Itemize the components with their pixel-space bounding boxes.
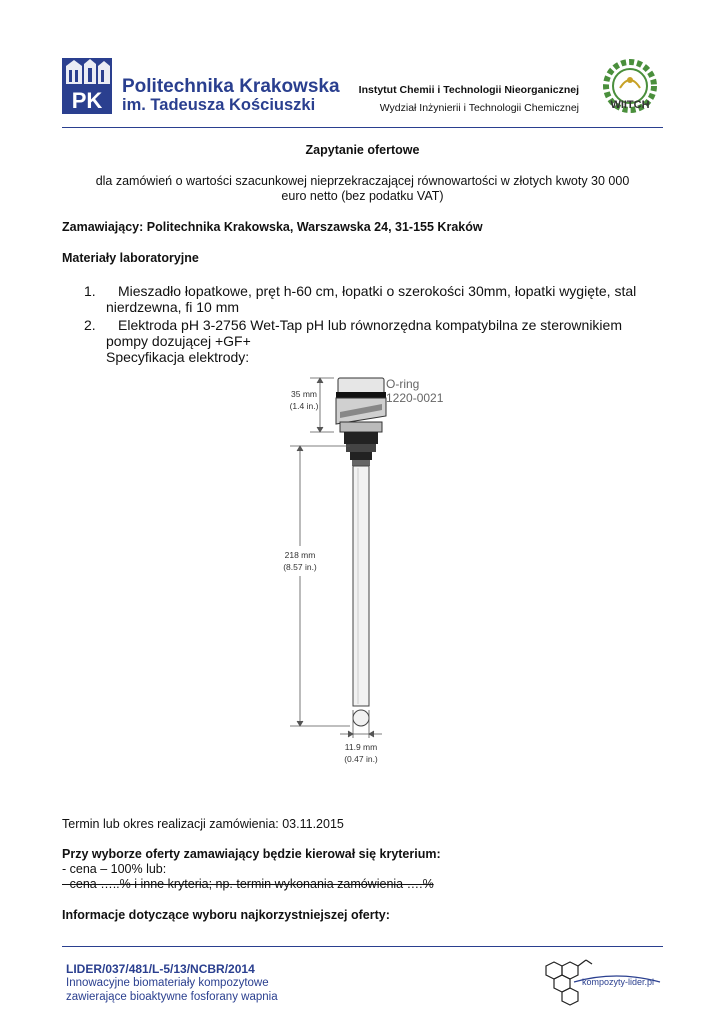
- criteria-option-2: - cena …..% i inne kryteria; np. termin wykonania zamówienia ….%: [62, 877, 434, 891]
- electrode-diagram: [270, 366, 490, 776]
- pk-logo: [62, 58, 112, 114]
- item-2-line-2: pompy dozującej +GF+: [106, 333, 251, 349]
- witch-gear-logo: [598, 58, 662, 118]
- institute-name: Instytut Chemii i Technologii Nieorganicznej: [358, 84, 579, 96]
- intro-line-1: dla zamówień o wartości szacunkowej nieprzekraczającej równowartości w złotych kwoty 30 000: [95, 174, 630, 188]
- university-name: Politechnika Krakowska: [122, 76, 340, 97]
- dim-top-in: (1.4 in.): [289, 401, 319, 411]
- buyer-line: Zamawiający: Politechnika Krakowska, Warszawska 24, 31-155 Kraków: [62, 220, 483, 234]
- oring-label: O-ring: [386, 377, 420, 391]
- criteria-option-1: - cena – 100% lub:: [62, 862, 167, 876]
- pk-logo-text: PK: [71, 88, 103, 113]
- dim-top-mm: 35 mm: [291, 389, 317, 399]
- item-1-line-2: nierdzewna, fi 10 mm: [106, 299, 240, 315]
- oring-band: [336, 392, 386, 398]
- university-subname: im. Tadeusza Kościuszki: [122, 96, 316, 114]
- dim-diameter-mm: 11.9 mm: [344, 742, 378, 752]
- kompozyty-lider-logo: [536, 952, 664, 1010]
- witch-logo-text: WIITCH: [610, 99, 650, 111]
- intro-line-2: euro netto (bez podatku VAT): [281, 189, 444, 203]
- dim-length-in: (8.57 in.): [283, 562, 317, 572]
- item-2-line-1: Elektroda pH 3-2756 Wet-Tap pH lub równorzędna kompatybilna ze sterownikiem: [118, 317, 622, 333]
- lider-logo-text: kompozyty-lider.pl: [582, 977, 655, 987]
- footer-project-line-1: Innowacyjne biomateriały kompozytowe: [66, 977, 269, 989]
- section-heading: Materiały laboratoryjne: [62, 251, 199, 265]
- header-divider: [62, 127, 663, 128]
- dim-diameter-in: (0.47 in.): [344, 754, 378, 764]
- deadline-line: Termin lub okres realizacji zamówienia: 03.11.2015: [62, 817, 344, 831]
- criteria-heading: Przy wyborze oferty zamawiający będzie kierował się kryterium:: [62, 847, 441, 861]
- dim-length-mm: 218 mm: [284, 550, 316, 560]
- faculty-name: Wydział Inżynierii i Technologii Chemicznej: [379, 102, 579, 114]
- info-heading: Informacje dotyczące wyboru najkorzystniejszej oferty:: [62, 908, 390, 922]
- footer-project-line-2: zawierające bioaktywne fosforany wapnia: [66, 991, 278, 1003]
- item-2-number: 2.: [84, 317, 96, 333]
- item-1-line-1: Mieszadło łopatkowe, pręt h-60 cm, łopatki o szerokości 30mm, łopatki wygięte, stal: [118, 283, 637, 299]
- electrode-drawing: [336, 378, 386, 726]
- item-1-number: 1.: [84, 283, 96, 299]
- oring-part-number: 1220-0021: [386, 391, 444, 405]
- document-title: Zapytanie ofertowe: [305, 143, 420, 157]
- footer-divider: [62, 946, 663, 947]
- project-code: LIDER/037/481/L-5/13/NCBR/2014: [66, 962, 255, 976]
- item-2-line-3: Specyfikacja elektrody:: [106, 349, 250, 365]
- dim-length: [290, 446, 350, 726]
